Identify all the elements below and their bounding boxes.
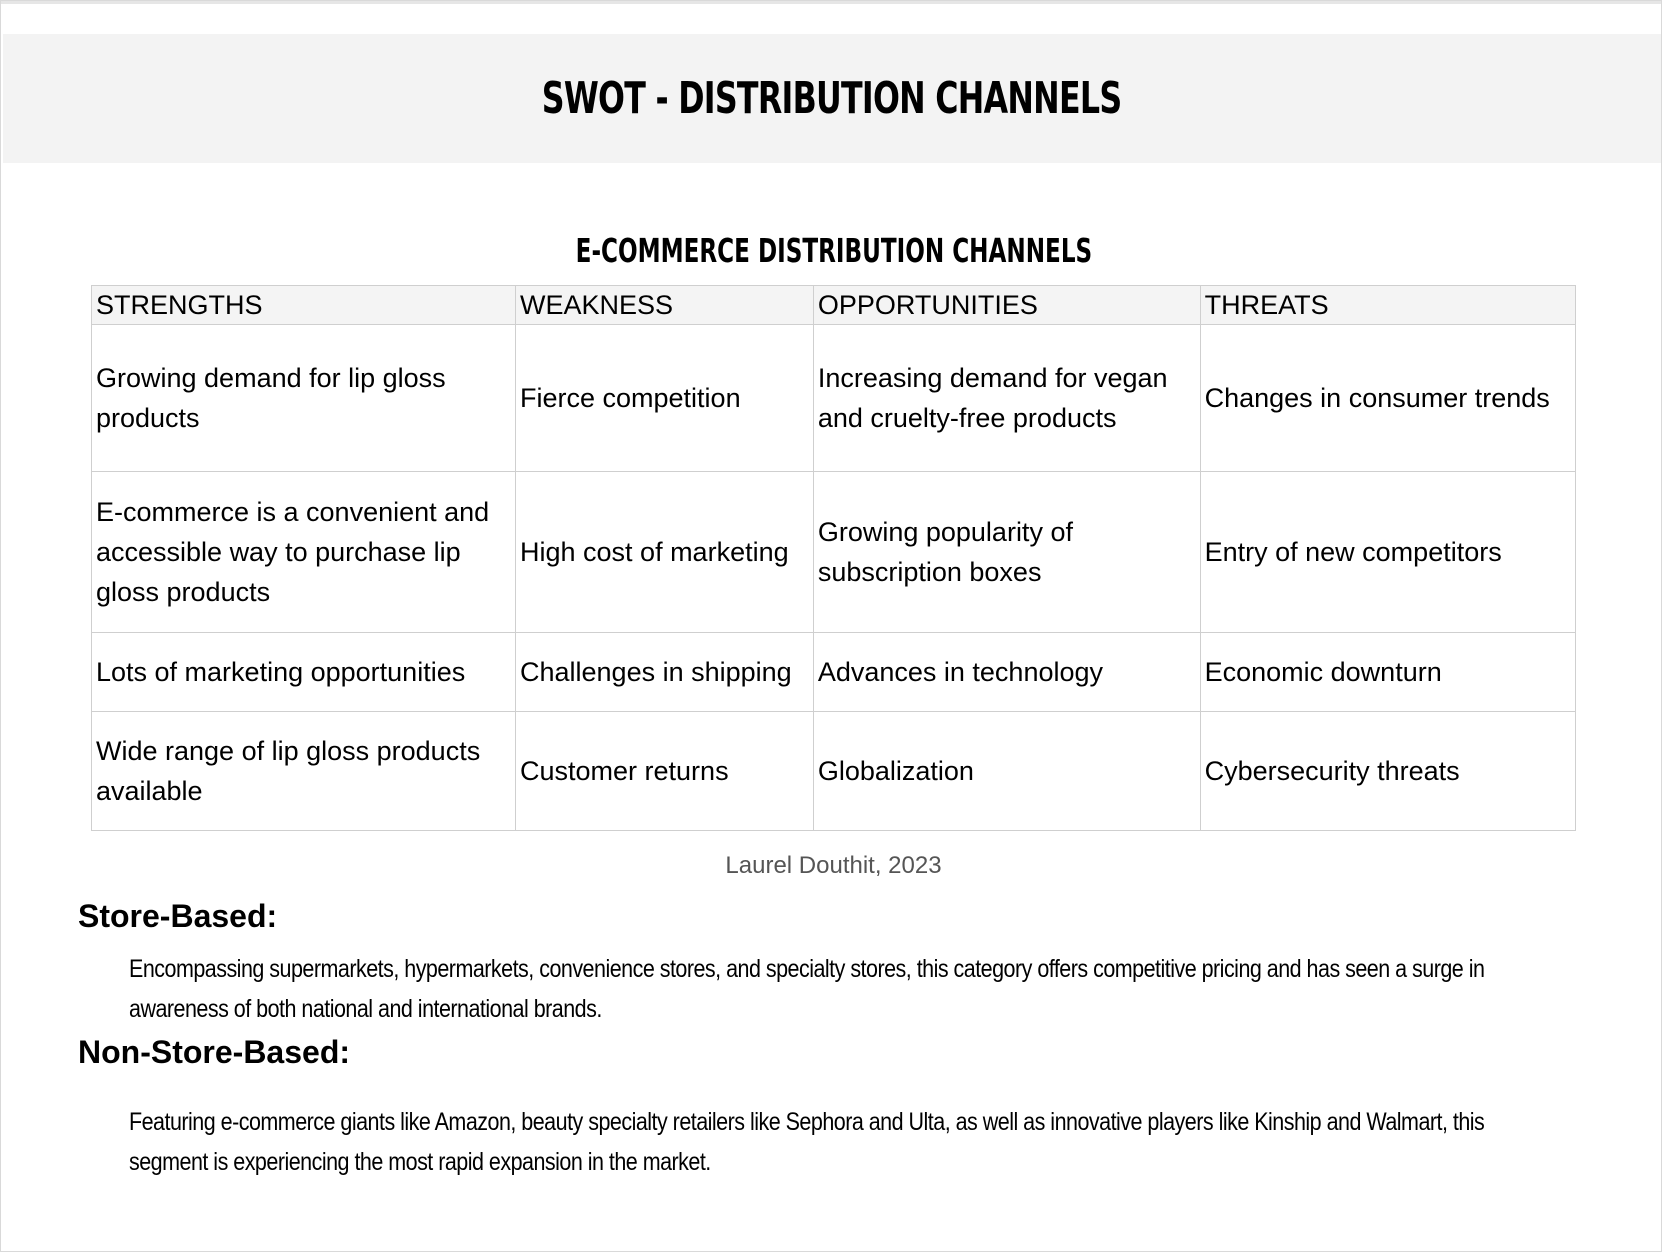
cell-text: E-commerce is a convenient and accessible way to purchase lip gloss products	[96, 497, 490, 607]
cell-text: Growing demand for lip gloss products	[96, 363, 446, 433]
table-cell	[1200, 633, 1575, 712]
table-header-row	[92, 286, 1576, 325]
cell-text: Lots of marketing opportunities	[96, 657, 466, 687]
cell-text: Globalization	[817, 756, 974, 786]
table-row	[92, 633, 1576, 712]
swot-table	[91, 285, 1576, 831]
table-cell	[1200, 712, 1575, 831]
cell-text: Fierce competition	[520, 383, 741, 413]
table-cell	[516, 472, 814, 633]
store-based-text: Encompassing supermarkets, hypermarkets, convenience stores, and specialty stores, this category offers competitive pricing and has seen a surge in awareness of both national and international brands.	[129, 955, 1485, 1023]
table-cell	[1200, 472, 1575, 633]
table-row	[92, 712, 1576, 831]
cell-text: Entry of new competitors	[1204, 537, 1502, 567]
header-opportunities: OPPORTUNITIES	[813, 286, 1200, 325]
table-cell	[813, 633, 1200, 712]
cell-text: Increasing demand for vegan and cruelty-free products	[817, 363, 1168, 433]
cell-text: Advances in technology	[817, 657, 1104, 687]
non-store-based-heading: Non-Store-Based:	[78, 1034, 351, 1070]
title-banner	[3, 34, 1661, 163]
table-cell	[813, 325, 1200, 472]
table-cell	[92, 472, 516, 633]
table-cell	[516, 325, 814, 472]
page-title: SWOT - DISTRIBUTION CHANNELS	[542, 73, 1122, 124]
non-store-based-text: Featuring e-commerce giants like Amazon, beauty specialty retailers like Sephora and Ulta, as well as innovative players like Kinship and Walmart, this segment is experiencing the most rapid expansion in the market.	[129, 1108, 1485, 1176]
table-cell	[516, 633, 814, 712]
cell-text: Changes in consumer trends	[1204, 383, 1550, 413]
table-title	[91, 231, 1576, 270]
cell-text: Customer returns	[520, 756, 729, 786]
cell-text: Challenges in shipping	[520, 657, 792, 687]
table-cell	[92, 712, 516, 831]
cell-text: Growing popularity of subscription boxes	[817, 517, 1073, 587]
table-row	[92, 325, 1576, 472]
table-cell	[1200, 325, 1575, 472]
table-title-text: E-COMMERCE DISTRIBUTION CHANNELS	[575, 231, 1092, 270]
table-cell	[813, 712, 1200, 831]
non-store-based-body	[129, 1102, 1549, 1182]
cell-text: Wide range of lip gloss products available	[96, 736, 481, 806]
table-cell	[516, 712, 814, 831]
page-top-rule	[1, 1, 1661, 4]
cell-text: Economic downturn	[1204, 657, 1442, 687]
table-cell	[92, 325, 516, 472]
table-credit: Laurel Douthit, 2023	[725, 852, 942, 879]
store-based-heading: Store-Based:	[78, 898, 278, 934]
store-based-body	[129, 949, 1549, 1029]
header-weakness: WEAKNESS	[516, 286, 814, 325]
table-row	[92, 472, 1576, 633]
table-cell	[813, 472, 1200, 633]
header-strengths: STRENGTHS	[92, 286, 516, 325]
cell-text: High cost of marketing	[520, 537, 789, 567]
table-cell	[92, 633, 516, 712]
header-threats: THREATS	[1200, 286, 1575, 325]
cell-text: Cybersecurity threats	[1204, 756, 1460, 786]
